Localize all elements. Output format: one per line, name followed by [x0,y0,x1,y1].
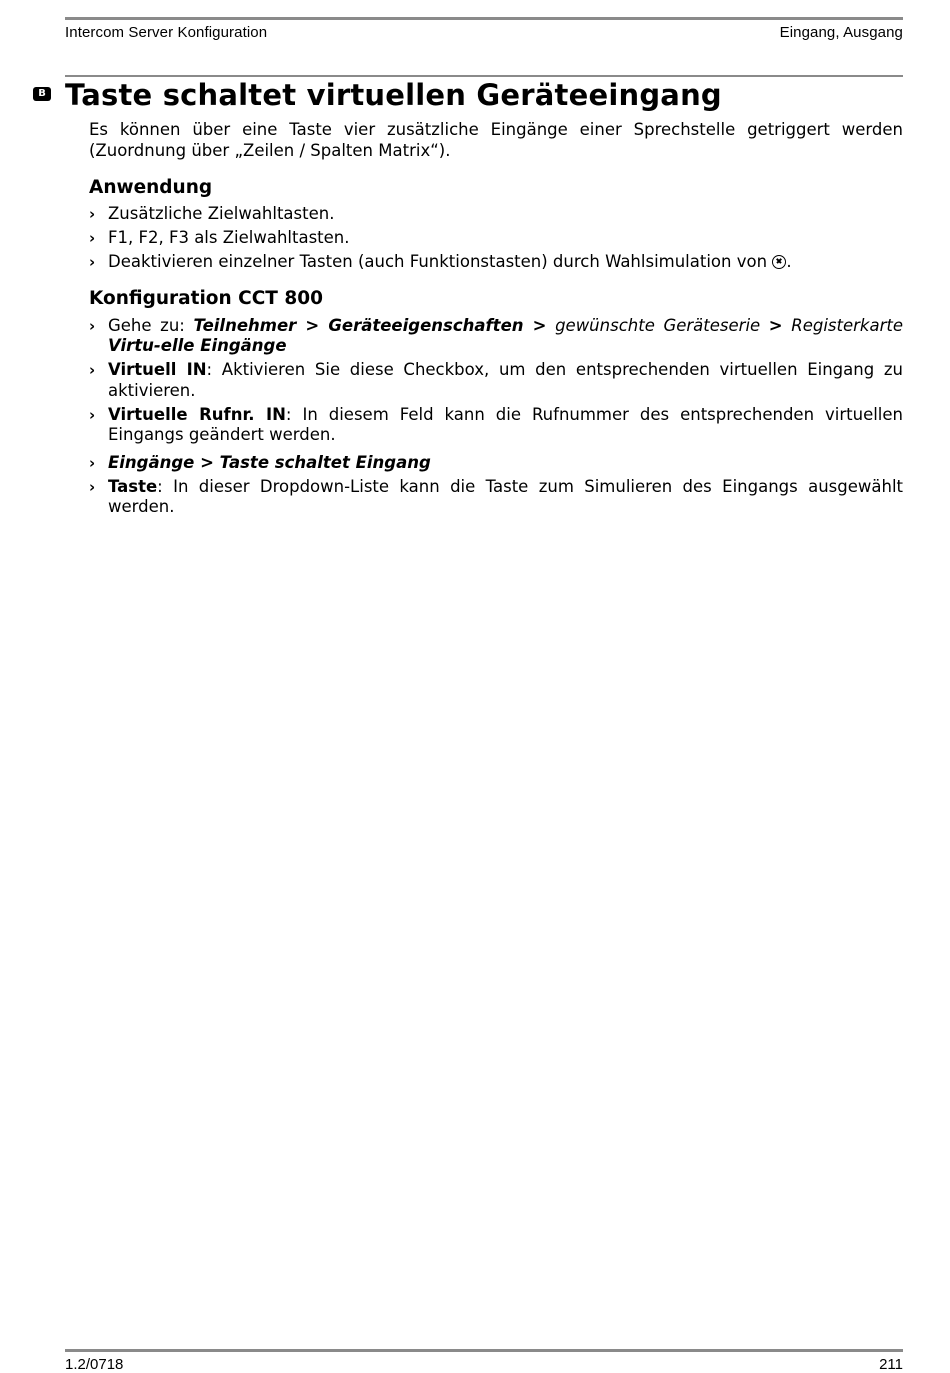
list-item: › Virtuell IN: Aktivieren Sie diese Checkbox, um den entsprechenden virtuellen Eingang zu aktivieren. [89,360,903,400]
header-left: Intercom Server Konfiguration [65,24,268,41]
chevron-right-icon: › [89,204,96,223]
list-item: › Zusätzliche Zielwahltasten. [89,203,335,223]
anwendung-list [89,204,903,273]
footer-version: 1.2/0718 [65,1356,124,1373]
list-item: › Deaktivieren einzelner Tasten (auch Funktionstasten) durch Wahlsimulation von . [89,251,792,271]
chevron-right-icon: › [89,361,96,379]
list-item: › Taste: In dieser Dropdown-Liste kann die Taste zum Simulieren des Eingangs ausgewählt werden. [89,476,903,516]
list-item: › Eingänge > Taste schaltet Eingang [89,452,431,472]
list-item: › Gehe zu: Teilnehmer > Geräteeigenschaften > gewünschte Geräteserie > Registerkarte Virtu-elle Eingänge [89,315,903,355]
konfiguration-list [89,316,903,518]
intro-paragraph: Es können über eine Taste vier zusätzliche Eingänge einer Sprechstelle getriggert werden (Zuordnung über „Zeilen / Spalten Matrix“). [89,120,903,160]
chevron-right-icon: › [89,405,96,424]
cancel-key-icon [772,255,786,269]
header-bottom-rule [65,75,903,77]
chevron-right-icon: › [89,252,96,271]
chevron-right-icon: › [89,453,96,472]
footer-rule [65,1349,903,1352]
page-title: Taste schaltet virtuellen Geräteeingang [65,78,722,112]
main-content [89,120,903,518]
section-badge: B [33,87,51,101]
chevron-right-icon: › [89,316,96,335]
header-top-rule [65,17,903,20]
anwendung-heading: Anwendung [89,177,213,198]
konfiguration-heading: Konfiguration CCT 800 [89,288,323,309]
page-number: 211 [879,1356,903,1373]
list-item: › Virtuelle Rufnr. IN: In diesem Feld kann die Rufnummer des entsprechenden virtuellen Eingangs geändert werden. [89,404,903,444]
chevron-right-icon: › [89,477,96,496]
header-right: Eingang, Ausgang [779,24,903,41]
list-item: › F1, F2, F3 als Zielwahltasten. [89,227,350,247]
chevron-right-icon: › [89,228,96,247]
